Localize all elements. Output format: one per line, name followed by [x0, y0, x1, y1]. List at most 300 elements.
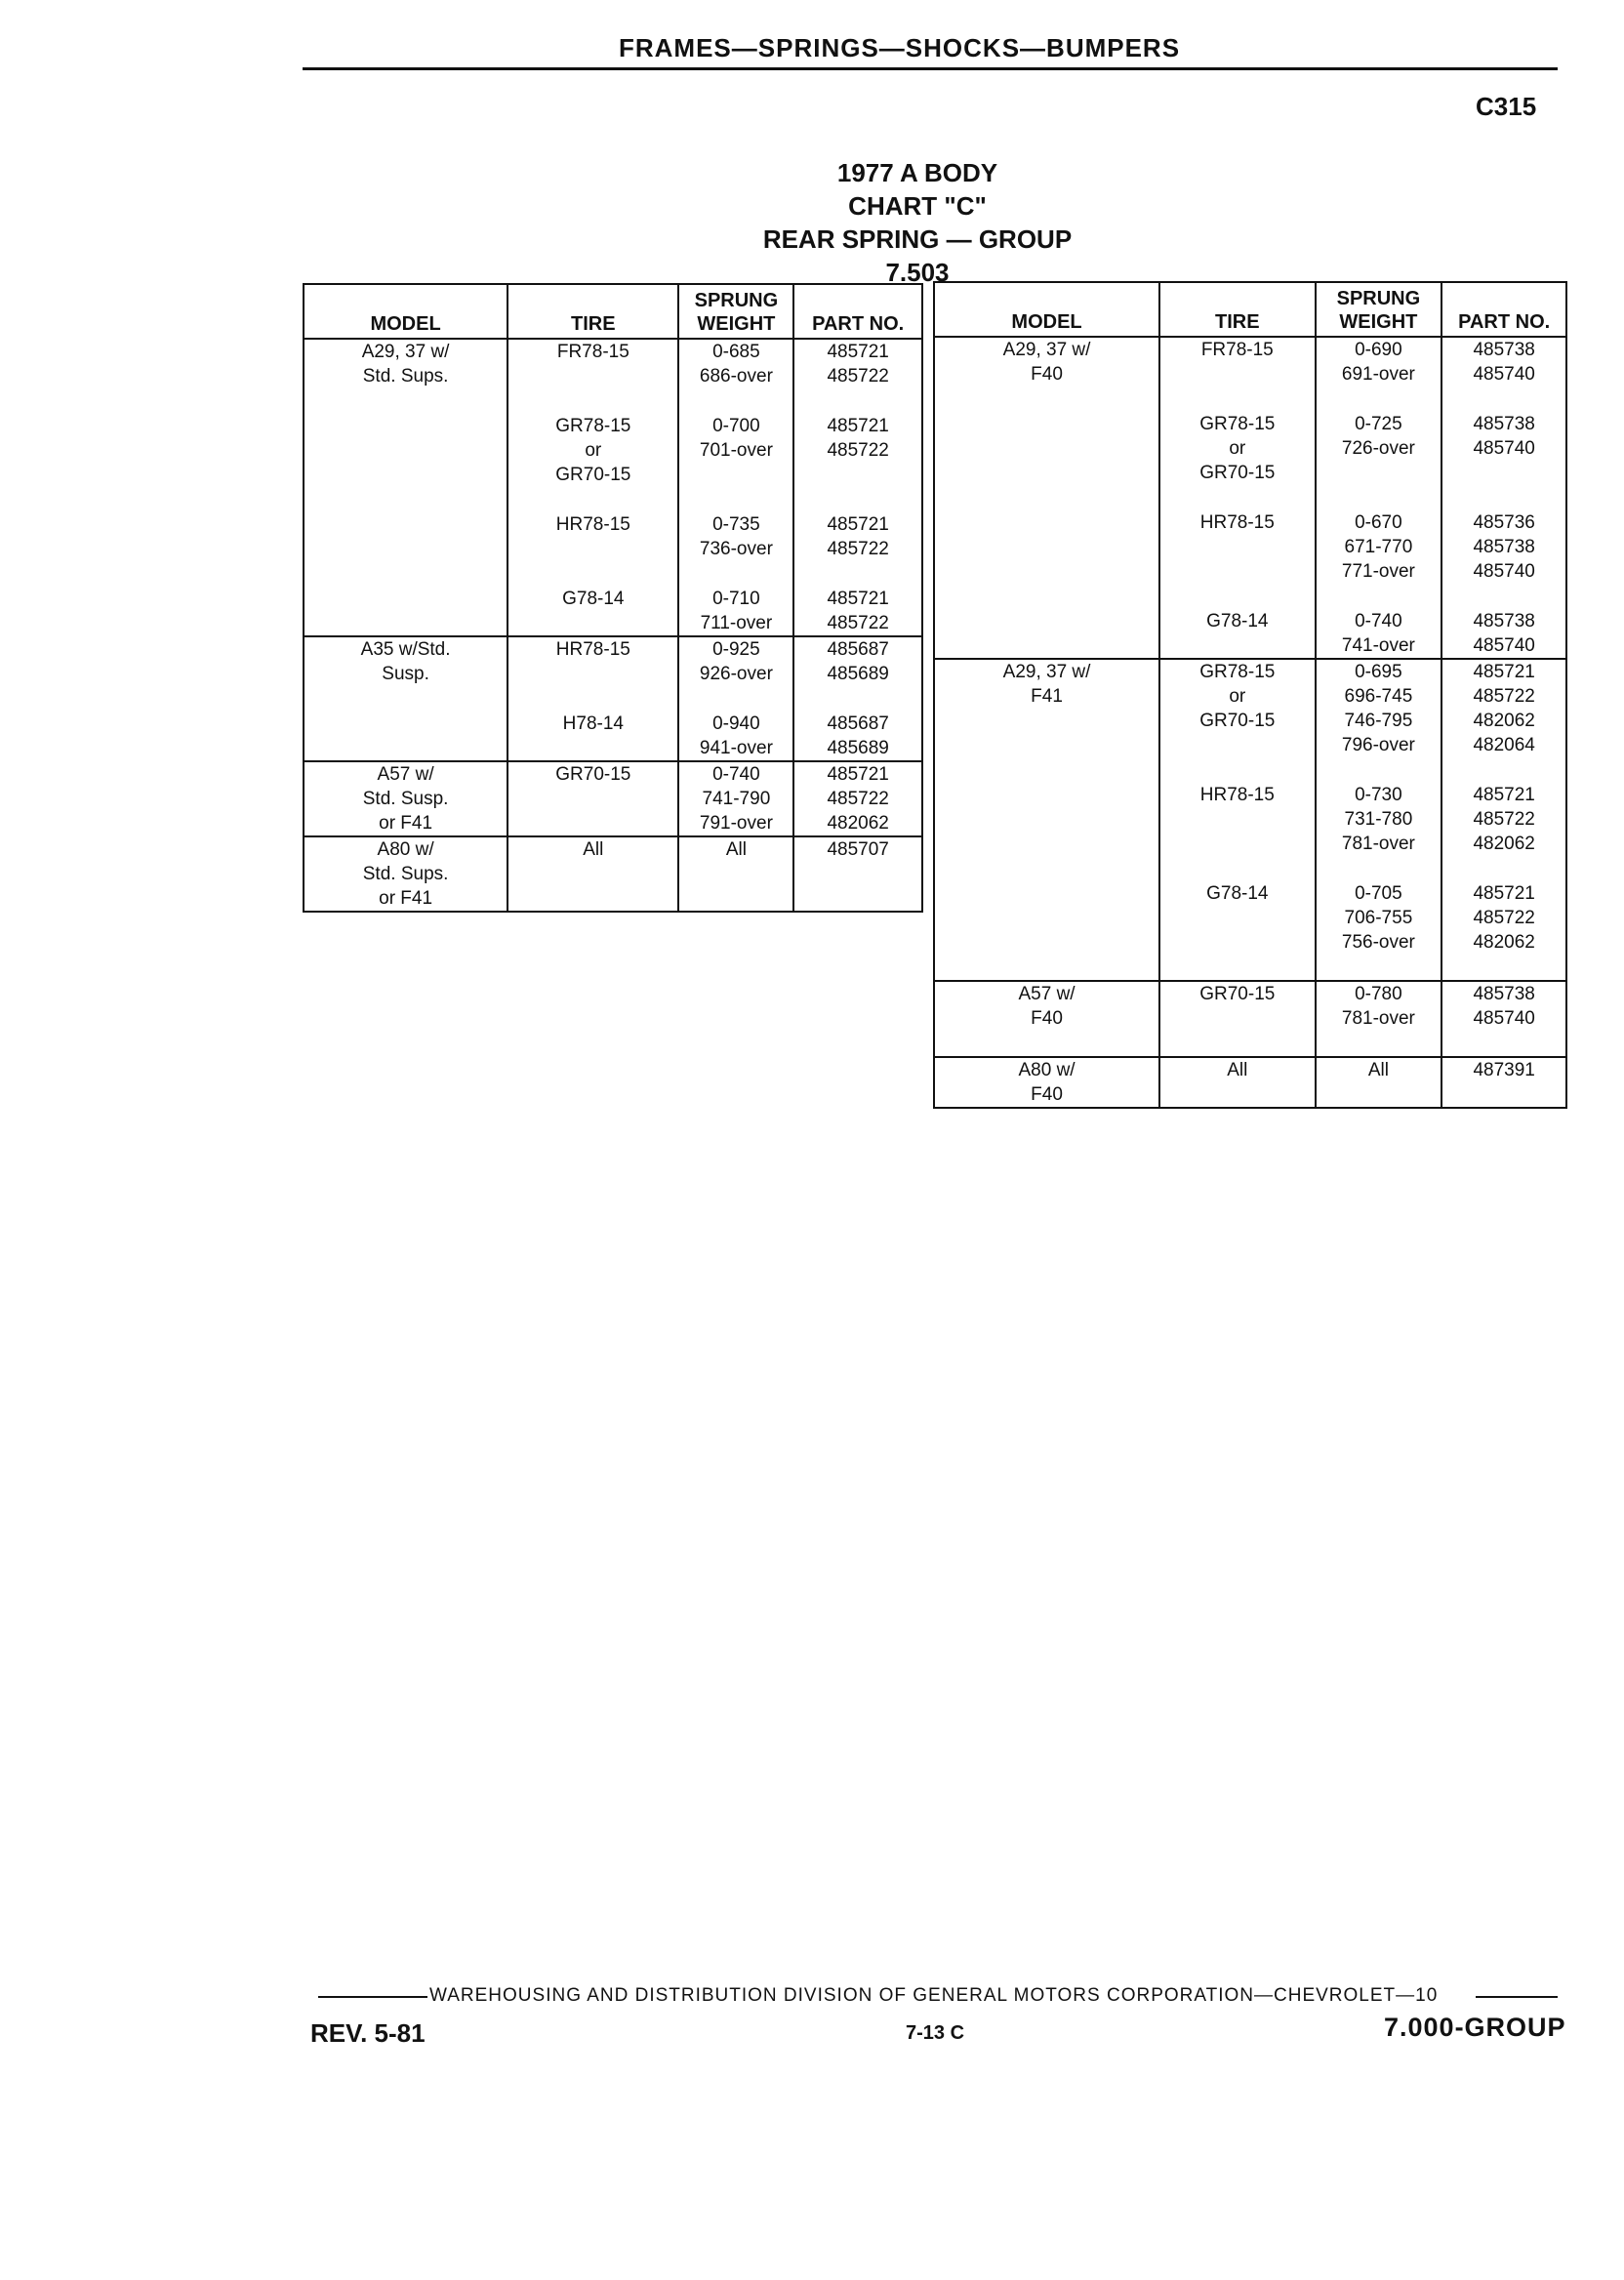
- cell-tire: [1159, 930, 1315, 955]
- table-row: [934, 412, 1566, 436]
- table-row: [934, 709, 1566, 733]
- cell-part: 482062: [793, 811, 922, 836]
- spacer-cell: [1159, 485, 1315, 510]
- cell-tire: GR78-15: [1159, 412, 1315, 436]
- cell-model: [934, 807, 1159, 832]
- table-row: [304, 886, 922, 911]
- cell-tire: [508, 537, 678, 561]
- cell-tire: [1159, 906, 1315, 930]
- table-row: [934, 783, 1566, 807]
- cell-tire: All: [1159, 1057, 1315, 1082]
- weight-label: WEIGHT: [1339, 311, 1418, 333]
- spacer-cell: [1159, 584, 1315, 609]
- table-row: [304, 463, 922, 487]
- spacer-cell: [1441, 856, 1566, 881]
- cell-part: 485740: [1441, 1006, 1566, 1031]
- cell-part: 482062: [1441, 832, 1566, 856]
- sprung-label: SPRUNG: [1336, 288, 1421, 309]
- cell-weight: 736-over: [678, 537, 793, 561]
- column-header-part-no: PART NO.: [793, 284, 922, 339]
- spacer-cell: [304, 561, 508, 587]
- spacer-cell: [1159, 387, 1315, 412]
- table-row: [304, 736, 922, 761]
- cell-model: [304, 587, 508, 611]
- spacer-cell: [1441, 485, 1566, 510]
- cell-weight: 0-670: [1316, 510, 1442, 535]
- table-row: [934, 807, 1566, 832]
- cell-part: [793, 862, 922, 886]
- table-row: [304, 761, 922, 787]
- cell-part: 485721: [1441, 659, 1566, 684]
- cell-tire: or: [1159, 684, 1315, 709]
- cell-part: 485740: [1441, 362, 1566, 387]
- table-row: [934, 1006, 1566, 1031]
- cell-tire: GR70-15: [1159, 461, 1315, 485]
- cell-part: 482062: [1441, 709, 1566, 733]
- cell-part: [793, 886, 922, 911]
- cell-weight: 746-795: [1316, 709, 1442, 733]
- spacer-cell: [1159, 955, 1315, 981]
- column-header-part-no: PART NO.: [1441, 282, 1566, 337]
- table-row: [304, 611, 922, 636]
- cell-weight: 0-940: [678, 712, 793, 736]
- right-spring-table: [933, 281, 1567, 1109]
- table-row: [304, 862, 922, 886]
- cell-tire: HR78-15: [508, 512, 678, 537]
- header-rule: [303, 67, 1558, 70]
- cell-model: or F41: [304, 886, 508, 911]
- spacer-cell: [1159, 757, 1315, 783]
- table-row: [934, 930, 1566, 955]
- table-row: [934, 684, 1566, 709]
- table-row: [934, 609, 1566, 633]
- left-table-header-row: [304, 284, 922, 339]
- cell-weight: 926-over: [678, 662, 793, 686]
- cell-model: Susp.: [304, 662, 508, 686]
- table-row: [304, 712, 922, 736]
- column-header-tire: TIRE: [1159, 282, 1315, 337]
- cell-part: 485740: [1441, 559, 1566, 584]
- cell-tire: [1159, 1082, 1315, 1108]
- spacer-cell: [934, 955, 1159, 981]
- cell-weight: 0-700: [678, 414, 793, 438]
- cell-weight: 711-over: [678, 611, 793, 636]
- table-row: [934, 633, 1566, 659]
- footer-dash-left: [318, 1996, 427, 1998]
- cell-weight: 941-over: [678, 736, 793, 761]
- table-row: [934, 981, 1566, 1006]
- cell-tire: H78-14: [508, 712, 678, 736]
- column-header-sprung-weight: [1316, 282, 1442, 337]
- cell-model: A29, 37 w/: [304, 339, 508, 364]
- spacer-cell: [934, 387, 1159, 412]
- group-label: 7.000-GROUP: [1384, 2013, 1566, 2042]
- cell-part: [1441, 1082, 1566, 1108]
- chart-title-group: REAR SPRING — GROUP 7.503: [762, 224, 1073, 287]
- cell-part: 485722: [1441, 906, 1566, 930]
- cell-part: 485740: [1441, 436, 1566, 461]
- column-header-sprung-weight: [678, 284, 793, 339]
- cell-tire: [1159, 633, 1315, 659]
- cell-weight: 756-over: [1316, 930, 1442, 955]
- cell-weight: [1316, 461, 1442, 485]
- spacer-row: [304, 686, 922, 712]
- cell-tire: GR70-15: [1159, 981, 1315, 1006]
- cell-weight: 741-over: [1316, 633, 1442, 659]
- spacer-row: [304, 388, 922, 414]
- table-row: [304, 512, 922, 537]
- cell-weight: 781-over: [1316, 1006, 1442, 1031]
- cell-tire: All: [508, 836, 678, 862]
- cell-weight: 706-755: [1316, 906, 1442, 930]
- cell-weight: 686-over: [678, 364, 793, 388]
- spacer-cell: [1316, 856, 1442, 881]
- left-table-body: [304, 339, 922, 912]
- cell-tire: GR70-15: [1159, 709, 1315, 733]
- cell-model: Std. Susp.: [304, 787, 508, 811]
- cell-part: 485721: [793, 414, 922, 438]
- spacer-cell: [1316, 485, 1442, 510]
- table-row: [304, 364, 922, 388]
- cell-model: A35 w/Std.: [304, 636, 508, 662]
- cell-weight: [678, 886, 793, 911]
- cell-part: 485721: [793, 339, 922, 364]
- cell-weight: 741-790: [678, 787, 793, 811]
- cell-model: A57 w/: [934, 981, 1159, 1006]
- cell-model: F40: [934, 362, 1159, 387]
- cell-weight: 0-710: [678, 587, 793, 611]
- cell-weight: 0-740: [1316, 609, 1442, 633]
- weight-label: WEIGHT: [697, 313, 776, 335]
- footer-division-line: WAREHOUSING AND DISTRIBUTION DIVISION OF GENERAL MOTORS CORPORATION—CHEVROLET—10: [429, 1985, 1439, 2006]
- table-row: [304, 787, 922, 811]
- cell-model: [934, 783, 1159, 807]
- cell-part: [793, 463, 922, 487]
- cell-weight: 0-690: [1316, 337, 1442, 362]
- cell-tire: HR78-15: [1159, 510, 1315, 535]
- cell-weight: 0-705: [1316, 881, 1442, 906]
- cell-part: 485721: [1441, 783, 1566, 807]
- right-table-body: [934, 337, 1566, 1108]
- cell-model: A80 w/: [304, 836, 508, 862]
- cell-tire: FR78-15: [508, 339, 678, 364]
- cell-tire: G78-14: [1159, 609, 1315, 633]
- footer-dash-right: [1476, 1996, 1558, 1998]
- cell-model: [934, 633, 1159, 659]
- cell-tire: G78-14: [508, 587, 678, 611]
- cell-weight: 0-725: [1316, 412, 1442, 436]
- chart-title-year-body: 1977 A BODY: [836, 158, 998, 187]
- cell-weight: 701-over: [678, 438, 793, 463]
- cell-weight: All: [678, 836, 793, 862]
- table-row: [304, 836, 922, 862]
- cell-model: [934, 709, 1159, 733]
- cell-model: or F41: [304, 811, 508, 836]
- spacer-cell: [793, 686, 922, 712]
- cell-weight: 0-925: [678, 636, 793, 662]
- cell-tire: GR78-15: [508, 414, 678, 438]
- cell-tire: [1159, 1006, 1315, 1031]
- spacer-cell: [508, 388, 678, 414]
- cell-weight: 0-735: [678, 512, 793, 537]
- spacer-cell: [1441, 955, 1566, 981]
- spacer-row: [934, 1031, 1566, 1057]
- cell-part: 485722: [793, 537, 922, 561]
- cell-model: [934, 436, 1159, 461]
- spacer-row: [934, 856, 1566, 881]
- cell-model: F40: [934, 1082, 1159, 1108]
- cell-tire: FR78-15: [1159, 337, 1315, 362]
- spacer-cell: [678, 388, 793, 414]
- spacer-cell: [508, 561, 678, 587]
- cell-tire: [508, 364, 678, 388]
- cell-tire: HR78-15: [1159, 783, 1315, 807]
- table-row: [304, 537, 922, 561]
- table-row: [934, 461, 1566, 485]
- cell-model: F41: [934, 684, 1159, 709]
- chart-title-chart-id: CHART "C": [848, 191, 987, 221]
- cell-part: [1441, 461, 1566, 485]
- spacer-cell: [1159, 1031, 1315, 1057]
- cell-tire: [1159, 832, 1315, 856]
- cell-part: 485722: [793, 438, 922, 463]
- cell-weight: 771-over: [1316, 559, 1442, 584]
- cell-model: A57 w/: [304, 761, 508, 787]
- table-row: [304, 438, 922, 463]
- right-table-header-row: [934, 282, 1566, 337]
- cell-tire: G78-14: [1159, 881, 1315, 906]
- spacer-cell: [678, 686, 793, 712]
- spacer-cell: [1441, 1031, 1566, 1057]
- cell-weight: [678, 862, 793, 886]
- cell-tire: or: [508, 438, 678, 463]
- table-row: [304, 911, 922, 912]
- cell-part: 485738: [1441, 535, 1566, 559]
- cell-weight: 781-over: [1316, 832, 1442, 856]
- cell-model: [934, 906, 1159, 930]
- cell-tire: [1159, 733, 1315, 757]
- table-row: [304, 811, 922, 836]
- cell-part: 485722: [793, 611, 922, 636]
- cell-weight: [1316, 1082, 1442, 1108]
- spacer-row: [934, 955, 1566, 981]
- cell-tire: [508, 886, 678, 911]
- cell-part: 485738: [1441, 609, 1566, 633]
- spacer-cell: [1316, 584, 1442, 609]
- cell-tire: HR78-15: [508, 636, 678, 662]
- spacer-cell: [934, 856, 1159, 881]
- cell-part: 485740: [1441, 633, 1566, 659]
- cell-model: [304, 512, 508, 537]
- cell-tire: [508, 736, 678, 761]
- cell-part: 485722: [793, 787, 922, 811]
- cell-weight: All: [1316, 1057, 1442, 1082]
- table-row: [934, 1082, 1566, 1108]
- cell-tire: [508, 787, 678, 811]
- left-spring-table: [303, 283, 923, 913]
- cell-model: A80 w/: [934, 1057, 1159, 1082]
- spacer-cell: [1316, 955, 1442, 981]
- sprung-label: SPRUNG: [694, 290, 779, 311]
- spacer-cell: [1316, 757, 1442, 783]
- spacer-cell: [1159, 856, 1315, 881]
- spacer-row: [934, 387, 1566, 412]
- spacer-cell: [1316, 387, 1442, 412]
- cell-weight: 0-780: [1316, 981, 1442, 1006]
- cell-tire: [1159, 807, 1315, 832]
- cell-model: A29, 37 w/: [934, 659, 1159, 684]
- cell-part: 485687: [793, 636, 922, 662]
- cell-tire: GR70-15: [508, 463, 678, 487]
- cell-part: 485721: [793, 587, 922, 611]
- spacer-cell: [678, 487, 793, 512]
- spacer-cell: [1316, 1031, 1442, 1057]
- cell-part: 485738: [1441, 337, 1566, 362]
- cell-weight: 0-740: [678, 761, 793, 787]
- spacer-cell: [934, 757, 1159, 783]
- table-row: [934, 559, 1566, 584]
- cell-part: 487391: [1441, 1057, 1566, 1082]
- cell-model: [934, 609, 1159, 633]
- cell-model: F40: [934, 1006, 1159, 1031]
- table-row: [934, 436, 1566, 461]
- cell-weight: 731-780: [1316, 807, 1442, 832]
- cell-part: [793, 911, 922, 912]
- spacer-row: [934, 757, 1566, 783]
- cell-part: 485707: [793, 836, 922, 862]
- spacer-row: [304, 561, 922, 587]
- cell-weight: 0-685: [678, 339, 793, 364]
- spacer-cell: [793, 561, 922, 587]
- table-row: [304, 587, 922, 611]
- cell-part: 485722: [1441, 807, 1566, 832]
- cell-model: [934, 559, 1159, 584]
- cell-weight: 691-over: [1316, 362, 1442, 387]
- cell-weight: 0-730: [1316, 783, 1442, 807]
- cell-part: 482062: [1441, 930, 1566, 955]
- cell-model: [934, 733, 1159, 757]
- column-header-model: MODEL: [304, 284, 508, 339]
- spacer-cell: [304, 388, 508, 414]
- column-header-tire: TIRE: [508, 284, 678, 339]
- cell-tire: GR78-15: [1159, 659, 1315, 684]
- cell-model: A29, 37 w/: [934, 337, 1159, 362]
- cell-model: [934, 510, 1159, 535]
- spacer-cell: [934, 485, 1159, 510]
- spacer-cell: [793, 388, 922, 414]
- cell-part: 485722: [1441, 684, 1566, 709]
- spacer-cell: [1441, 584, 1566, 609]
- cell-part: 485721: [793, 761, 922, 787]
- cell-weight: 726-over: [1316, 436, 1442, 461]
- table-row: [934, 832, 1566, 856]
- column-header-model: MODEL: [934, 282, 1159, 337]
- cell-model: [934, 535, 1159, 559]
- table-row: [304, 339, 922, 364]
- table-row: [934, 337, 1566, 362]
- revision-label: REV. 5-81: [310, 2018, 426, 2048]
- cell-model: [934, 832, 1159, 856]
- table-row: [934, 535, 1566, 559]
- cell-tire: [1159, 362, 1315, 387]
- page-code: C315: [1476, 92, 1537, 121]
- table-row: [934, 906, 1566, 930]
- cell-model: [304, 712, 508, 736]
- cell-model: [304, 438, 508, 463]
- cell-weight: 696-745: [1316, 684, 1442, 709]
- cell-part: 485738: [1441, 981, 1566, 1006]
- cell-weight: [678, 911, 793, 912]
- cell-tire: [1159, 535, 1315, 559]
- cell-tire: [508, 662, 678, 686]
- cell-model: Std. Sups.: [304, 364, 508, 388]
- cell-weight: 0-695: [1316, 659, 1442, 684]
- page-number: 7-13 C: [906, 2022, 965, 2044]
- spacer-row: [304, 487, 922, 512]
- spacer-cell: [793, 487, 922, 512]
- section-title: FRAMES—SPRINGS—SHOCKS—BUMPERS: [619, 33, 1181, 62]
- cell-part: 485736: [1441, 510, 1566, 535]
- cell-tire: [1159, 559, 1315, 584]
- cell-tire: or: [1159, 436, 1315, 461]
- table-row: [934, 1057, 1566, 1082]
- spacer-row: [934, 584, 1566, 609]
- table-row: [934, 362, 1566, 387]
- cell-model: [934, 881, 1159, 906]
- cell-part: 485687: [793, 712, 922, 736]
- cell-model: Std. Sups.: [304, 862, 508, 886]
- cell-model: [304, 414, 508, 438]
- cell-part: 485738: [1441, 412, 1566, 436]
- cell-tire: [508, 911, 678, 912]
- table-row: [934, 733, 1566, 757]
- table-row: [934, 659, 1566, 684]
- cell-tire: [508, 611, 678, 636]
- spacer-cell: [934, 584, 1159, 609]
- cell-part: 485721: [793, 512, 922, 537]
- cell-weight: 796-over: [1316, 733, 1442, 757]
- spacer-cell: [678, 561, 793, 587]
- cell-weight: 791-over: [678, 811, 793, 836]
- table-row: [304, 636, 922, 662]
- spacer-cell: [1441, 757, 1566, 783]
- cell-model: [934, 412, 1159, 436]
- cell-tire: GR70-15: [508, 761, 678, 787]
- cell-model: [304, 911, 508, 912]
- spacer-cell: [304, 686, 508, 712]
- cell-part: 485721: [1441, 881, 1566, 906]
- cell-tire: [508, 811, 678, 836]
- cell-model: [304, 537, 508, 561]
- cell-model: [934, 930, 1159, 955]
- cell-part: 485689: [793, 662, 922, 686]
- spacer-cell: [508, 487, 678, 512]
- spacer-cell: [304, 487, 508, 512]
- cell-model: [304, 611, 508, 636]
- table-row: [304, 662, 922, 686]
- spacer-cell: [1441, 387, 1566, 412]
- table-row: [934, 881, 1566, 906]
- cell-weight: 671-770: [1316, 535, 1442, 559]
- cell-model: [934, 461, 1159, 485]
- cell-model: [304, 736, 508, 761]
- table-row: [304, 414, 922, 438]
- spacer-cell: [934, 1031, 1159, 1057]
- cell-part: 485722: [793, 364, 922, 388]
- spacer-cell: [508, 686, 678, 712]
- cell-model: [304, 463, 508, 487]
- cell-part: 485689: [793, 736, 922, 761]
